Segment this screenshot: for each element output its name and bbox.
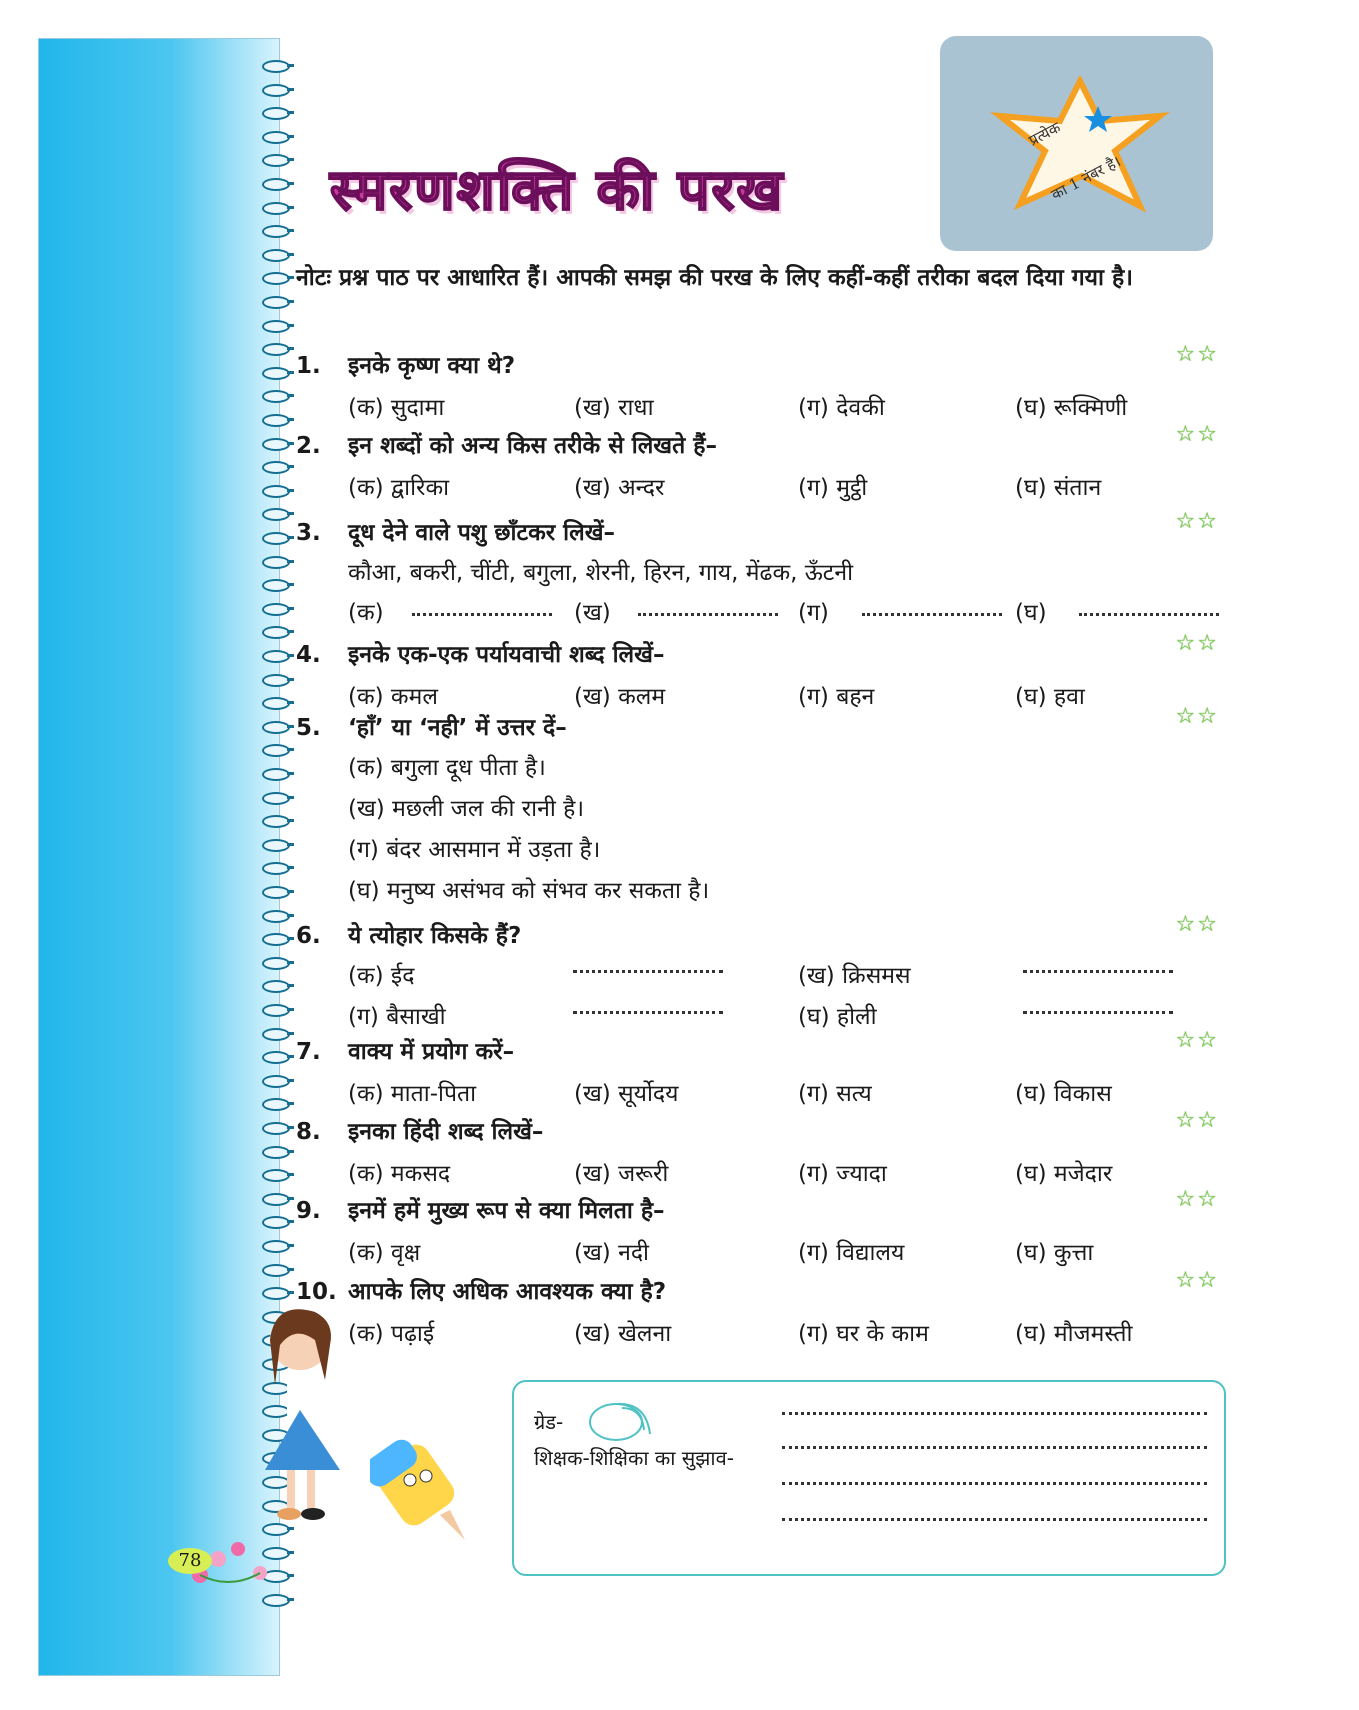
option-label: (घ) संतान — [1015, 475, 1102, 501]
question-text: इनमें हमें मुख्य रूप से क्या मिलता है– — [348, 1198, 665, 1224]
option-label: (ग) घर के काम — [798, 1321, 929, 1347]
question-stars-icon: ☆☆ — [1175, 704, 1219, 729]
grade-swirl-icon — [586, 1394, 658, 1444]
spiral-ring — [262, 792, 290, 805]
page-title: स्मरणशक्ति की परख — [330, 157, 785, 223]
question-number: 10. — [296, 1279, 337, 1305]
spiral-ring — [262, 343, 290, 356]
note-text: नोटः प्रश्न पाठ पर आधारित हैं। आपकी समझ की परख के लिए कहीं-कहीं तरीका बदल दिया गया है। — [296, 265, 1133, 291]
spiral-ring — [262, 1264, 290, 1277]
spiral-ring — [262, 933, 290, 946]
answer-line: (क) बगुला दूध पीता है। — [348, 755, 546, 781]
girl-illustration — [245, 1300, 375, 1530]
option-label: (ख) क्रिसमस — [798, 963, 911, 989]
suggestion-label: शिक्षक-शिक्षिका का सुझाव- — [534, 1446, 734, 1470]
spiral-ring — [262, 178, 290, 191]
spiral-ring — [262, 438, 290, 451]
spiral-ring — [262, 154, 290, 167]
spiral-ring — [262, 320, 290, 333]
option-label: (क) मकसद — [348, 1161, 451, 1187]
spiral-ring — [262, 1098, 290, 1111]
option-label: (घ) मजेदार — [1015, 1161, 1113, 1187]
spiral-ring — [262, 1028, 290, 1041]
option-label: (ख) सूर्योदय — [574, 1081, 679, 1107]
spiral-ring — [262, 579, 290, 592]
answer-blank[interactable] — [638, 595, 778, 616]
question-text: ये त्योहार किसके हैं? — [348, 923, 522, 949]
question-number: 3. — [296, 520, 321, 546]
spiral-ring — [262, 508, 290, 521]
question-6 — [296, 918, 521, 950]
answer-line: (घ) मनुष्य असंभव को संभव कर सकता है। — [348, 878, 710, 904]
spiral-ring — [262, 1287, 290, 1300]
spiral-ring — [262, 1169, 290, 1182]
spiral-ring — [262, 532, 290, 545]
spiral-ring — [262, 650, 290, 663]
question-number: 6. — [296, 923, 321, 949]
question-4 — [296, 637, 664, 669]
answer-blank[interactable] — [1079, 595, 1219, 616]
grade-box — [512, 1380, 1226, 1576]
option-label: (ग) बैसाखी — [348, 1004, 446, 1030]
option-label: (क) कमल — [348, 684, 438, 710]
spiral-ring — [262, 1051, 290, 1064]
option-label: (ग) सत्य — [798, 1081, 872, 1107]
spiral-ring — [262, 272, 290, 285]
pencil-illustration — [370, 1430, 490, 1550]
spiral-ring — [262, 768, 290, 781]
answer-line: (ख) मछली जल की रानी है। — [348, 796, 585, 822]
option-label: (क) वृक्ष — [348, 1240, 421, 1266]
star-icon — [990, 76, 1170, 216]
question-stars-icon: ☆☆ — [1175, 1268, 1219, 1293]
question-stars-icon: ☆☆ — [1175, 631, 1219, 656]
spiral-ring — [262, 1216, 290, 1229]
spiral-ring — [262, 674, 290, 687]
spiral-ring — [262, 1004, 290, 1017]
grade-label: ग्रेड- — [534, 1410, 564, 1434]
answer-blank[interactable] — [573, 952, 723, 973]
spiral-ring — [262, 367, 290, 380]
spiral-ring — [262, 815, 290, 828]
answer-blank[interactable] — [412, 595, 552, 616]
spiral-ring — [262, 249, 290, 262]
answer-blank[interactable] — [1023, 993, 1173, 1014]
question-3 — [296, 515, 615, 547]
question-text: दूध देने वाले पशु छाँटकर लिखें– — [348, 520, 616, 546]
spiral-ring — [262, 721, 290, 734]
question-text: इनका हिंदी शब्द लिखें– — [348, 1119, 544, 1145]
question-stars-icon: ☆☆ — [1175, 912, 1219, 937]
option-label: (ख) राधा — [574, 395, 654, 421]
question-number: 8. — [296, 1119, 321, 1145]
option-label: (घ) रूक्मिणी — [1015, 395, 1128, 421]
question-text: इन शब्दों को अन्य किस तरीके से लिखते हैं– — [348, 433, 717, 459]
spiral-ring — [262, 485, 290, 498]
answer-line: (ग) बंदर आसमान में उड़ता है। — [348, 837, 601, 863]
question-stars-icon: ☆☆ — [1175, 1187, 1219, 1212]
spiral-ring — [262, 84, 290, 97]
question-2 — [296, 428, 717, 460]
option-label: (ग) विद्यालय — [798, 1240, 905, 1266]
answer-blank[interactable] — [1023, 952, 1173, 973]
spiral-ring — [262, 296, 290, 309]
page-number: 78 — [168, 1548, 212, 1574]
option-label: (घ) मौजमस्ती — [1015, 1321, 1133, 1347]
option-label: (क) ईद — [348, 963, 415, 989]
option-label: (ग) देवकी — [798, 395, 885, 421]
option-label: (ग) मुट्ठी — [798, 475, 868, 501]
question-number: 2. — [296, 433, 321, 459]
option-label: (ख) नदी — [574, 1240, 650, 1266]
spiral-ring — [262, 886, 290, 899]
animal-list: कौआ, बकरी, चींटी, बगुला, शेरनी, हिरन, गाय, मेंढक, ऊँटनी — [348, 560, 854, 586]
question-1 — [296, 348, 515, 380]
suggestion-line-3[interactable] — [782, 1518, 1207, 1521]
option-label: (ख) अन्दर — [574, 475, 665, 501]
answer-blank[interactable] — [862, 595, 1002, 616]
spiral-ring — [262, 744, 290, 757]
spiral-ring — [262, 626, 290, 639]
question-number: 5. — [296, 715, 321, 741]
question-stars-icon: ☆☆ — [1175, 1108, 1219, 1133]
spiral-ring — [262, 839, 290, 852]
option-label: (क) द्वारिका — [348, 475, 450, 501]
spiral-ring — [262, 1193, 290, 1206]
spiral-ring — [262, 957, 290, 970]
spiral-ring — [262, 1122, 290, 1135]
question-stars-icon: ☆☆ — [1175, 422, 1219, 447]
option-label: (ख) खेलना — [574, 1321, 672, 1347]
question-stars-icon: ☆☆ — [1175, 1028, 1219, 1053]
option-label: (ग) बहन — [798, 684, 875, 710]
spiral-ring — [262, 603, 290, 616]
spiral-ring — [262, 1075, 290, 1088]
spiral-ring — [262, 862, 290, 875]
option-label: (ख) कलम — [574, 684, 666, 710]
spiral-ring — [262, 225, 290, 238]
option-label: (घ) — [1015, 600, 1047, 626]
spiral-ring — [262, 980, 290, 993]
question-7 — [296, 1034, 514, 1066]
option-label: (ख) जरूरी — [574, 1161, 669, 1187]
option-label: (घ) कुत्ता — [1015, 1240, 1094, 1266]
spiral-ring — [262, 1146, 290, 1159]
option-label: (ग) ज्यादा — [798, 1161, 887, 1187]
question-stars-icon: ☆☆ — [1175, 342, 1219, 367]
question-text: इनके कृष्ण क्या थे? — [348, 353, 516, 379]
option-label: (क) — [348, 600, 384, 626]
question-8 — [296, 1114, 543, 1146]
spiral-ring — [262, 1594, 290, 1607]
question-text: इनके एक-एक पर्यायवाची शब्द लिखें– — [348, 642, 665, 668]
spiral-ring — [262, 461, 290, 474]
badge-line2: का 1 नंबर है। — [1048, 152, 1124, 204]
spiral-ring — [262, 60, 290, 73]
question-text: वाक्य में प्रयोग करें– — [348, 1039, 515, 1065]
option-label: (क) सुदामा — [348, 395, 445, 421]
suggestion-line-1[interactable] — [782, 1446, 1207, 1449]
question-number: 4. — [296, 642, 321, 668]
badge-line1: प्रत्येक — [1025, 118, 1064, 150]
spiral-ring — [262, 697, 290, 710]
question-number: 7. — [296, 1039, 321, 1065]
option-label: (क) पढ़ाई — [348, 1321, 435, 1347]
spiral-ring — [262, 131, 290, 144]
option-label: (ग) — [798, 600, 829, 626]
grade-line[interactable] — [782, 1412, 1207, 1415]
question-9 — [296, 1193, 665, 1225]
question-stars-icon: ☆☆ — [1175, 509, 1219, 534]
option-label: (घ) हवा — [1015, 684, 1085, 710]
question-text: आपके लिए अधिक आवश्यक क्या है? — [348, 1279, 667, 1305]
option-label: (घ) होली — [798, 1004, 877, 1030]
spiral-ring — [262, 107, 290, 120]
question-number: 1. — [296, 353, 321, 379]
spiral-ring — [262, 910, 290, 923]
question-number: 9. — [296, 1198, 321, 1224]
option-label: (क) माता-पिता — [348, 1081, 477, 1107]
spiral-ring — [262, 390, 290, 403]
spiral-ring — [262, 202, 290, 215]
blue-sidebar — [38, 38, 280, 1676]
option-label: (घ) विकास — [1015, 1081, 1112, 1107]
question-text: ‘हाँ’ या ‘नही’ में उत्तर दें– — [348, 715, 567, 741]
question-5 — [296, 710, 567, 742]
spiral-ring — [262, 1240, 290, 1253]
spiral-ring — [262, 556, 290, 569]
answer-blank[interactable] — [573, 993, 723, 1014]
spiral-ring — [262, 414, 290, 427]
suggestion-line-2[interactable] — [782, 1482, 1207, 1485]
star-badge — [940, 36, 1213, 251]
option-label: (ख) — [574, 600, 611, 626]
